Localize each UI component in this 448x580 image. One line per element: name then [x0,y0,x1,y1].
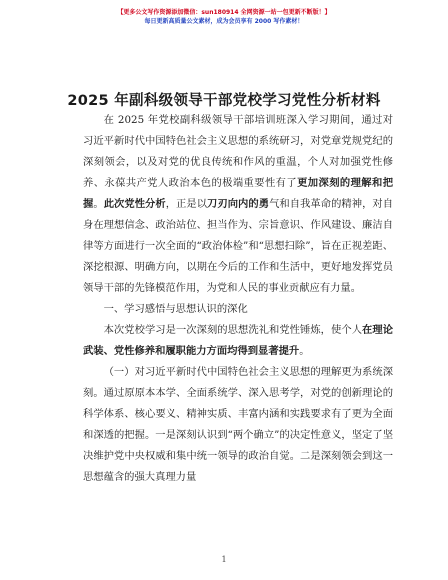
promo-banner-line-2: 每日更新高质量公文素材，成为会员享有 2000 写作素材！ [144,18,304,25]
intro-bold-1: 更加深刻的理解和把握 [83,177,394,210]
intro-text-4: 气和自我革命的精神，对自身在理想信念、政治站位、担当作为、宗旨意识、作风建设、廉洁自律等方面进行一次全面的“政治体检”和“思想扫除”，旨在正视差距、深挖根源、明确方向，以期在今后的工作和生活中，更好地发挥党员领导干部的先锋模范作用，为党和人民的事业贡献应有力量。 [83,198,394,294]
section1-text-1: 本次党校学习是一次深刻的思想洗礼和党性锤炼，使个人 [103,324,363,336]
intro-bold-3: 刀刃向内的勇 [207,198,270,210]
document-body [83,110,393,488]
intro-text-1: 在 2025 年党校副科级领导干部培训班深入学习期间，通过对习近平新时代中国特色社会主义思想的系统研习，对党章党规党纪的深刻领会，以及对党的优良传统和作风的重温，个人对加强党性修养、永葆共产党人政治本色的极端重要性有了 [83,114,393,189]
section1-bold-1: 在理论武装、党性修养和履职能力方面均得到显著提升 [83,324,394,357]
section-heading-1: 一、学习感悟与思想认识的深化 [103,303,248,315]
document-title: 2025 年副科级领导干部党校学习党性分析材料 [67,93,381,109]
intro-text-2: 。 [93,198,104,210]
section1-text-2: 。 [299,345,310,357]
promo-banner [0,8,448,26]
intro-bold-2: 此次党性分析 [103,198,166,210]
intro-paragraph [83,110,393,299]
page-number: 1 [221,555,227,564]
section1-paragraph-2: （一）对习近平新时代中国特色社会主义思想的理解更为系统深刻。通过原原本本学、全面系统学、深入思考学，对党的创新理论的科学体系、核心要义、精神实质、丰富内涵和实践要求有了更为全面和深透的把握。一是深刻认识到“两个确立”的决定性意义，坚定了坚决维护党中央权威和集中统一领导的政治自觉。二是深刻领会到这一思想蕴含的强大真理力量 [83,366,393,483]
section1-paragraph-1 [83,320,393,362]
intro-text-3: ，正是以 [165,198,208,210]
promo-banner-line-1: 【更多公文写作资源添加微信：sun180914 全网资源一站一包更新不断版！】 [117,9,331,16]
